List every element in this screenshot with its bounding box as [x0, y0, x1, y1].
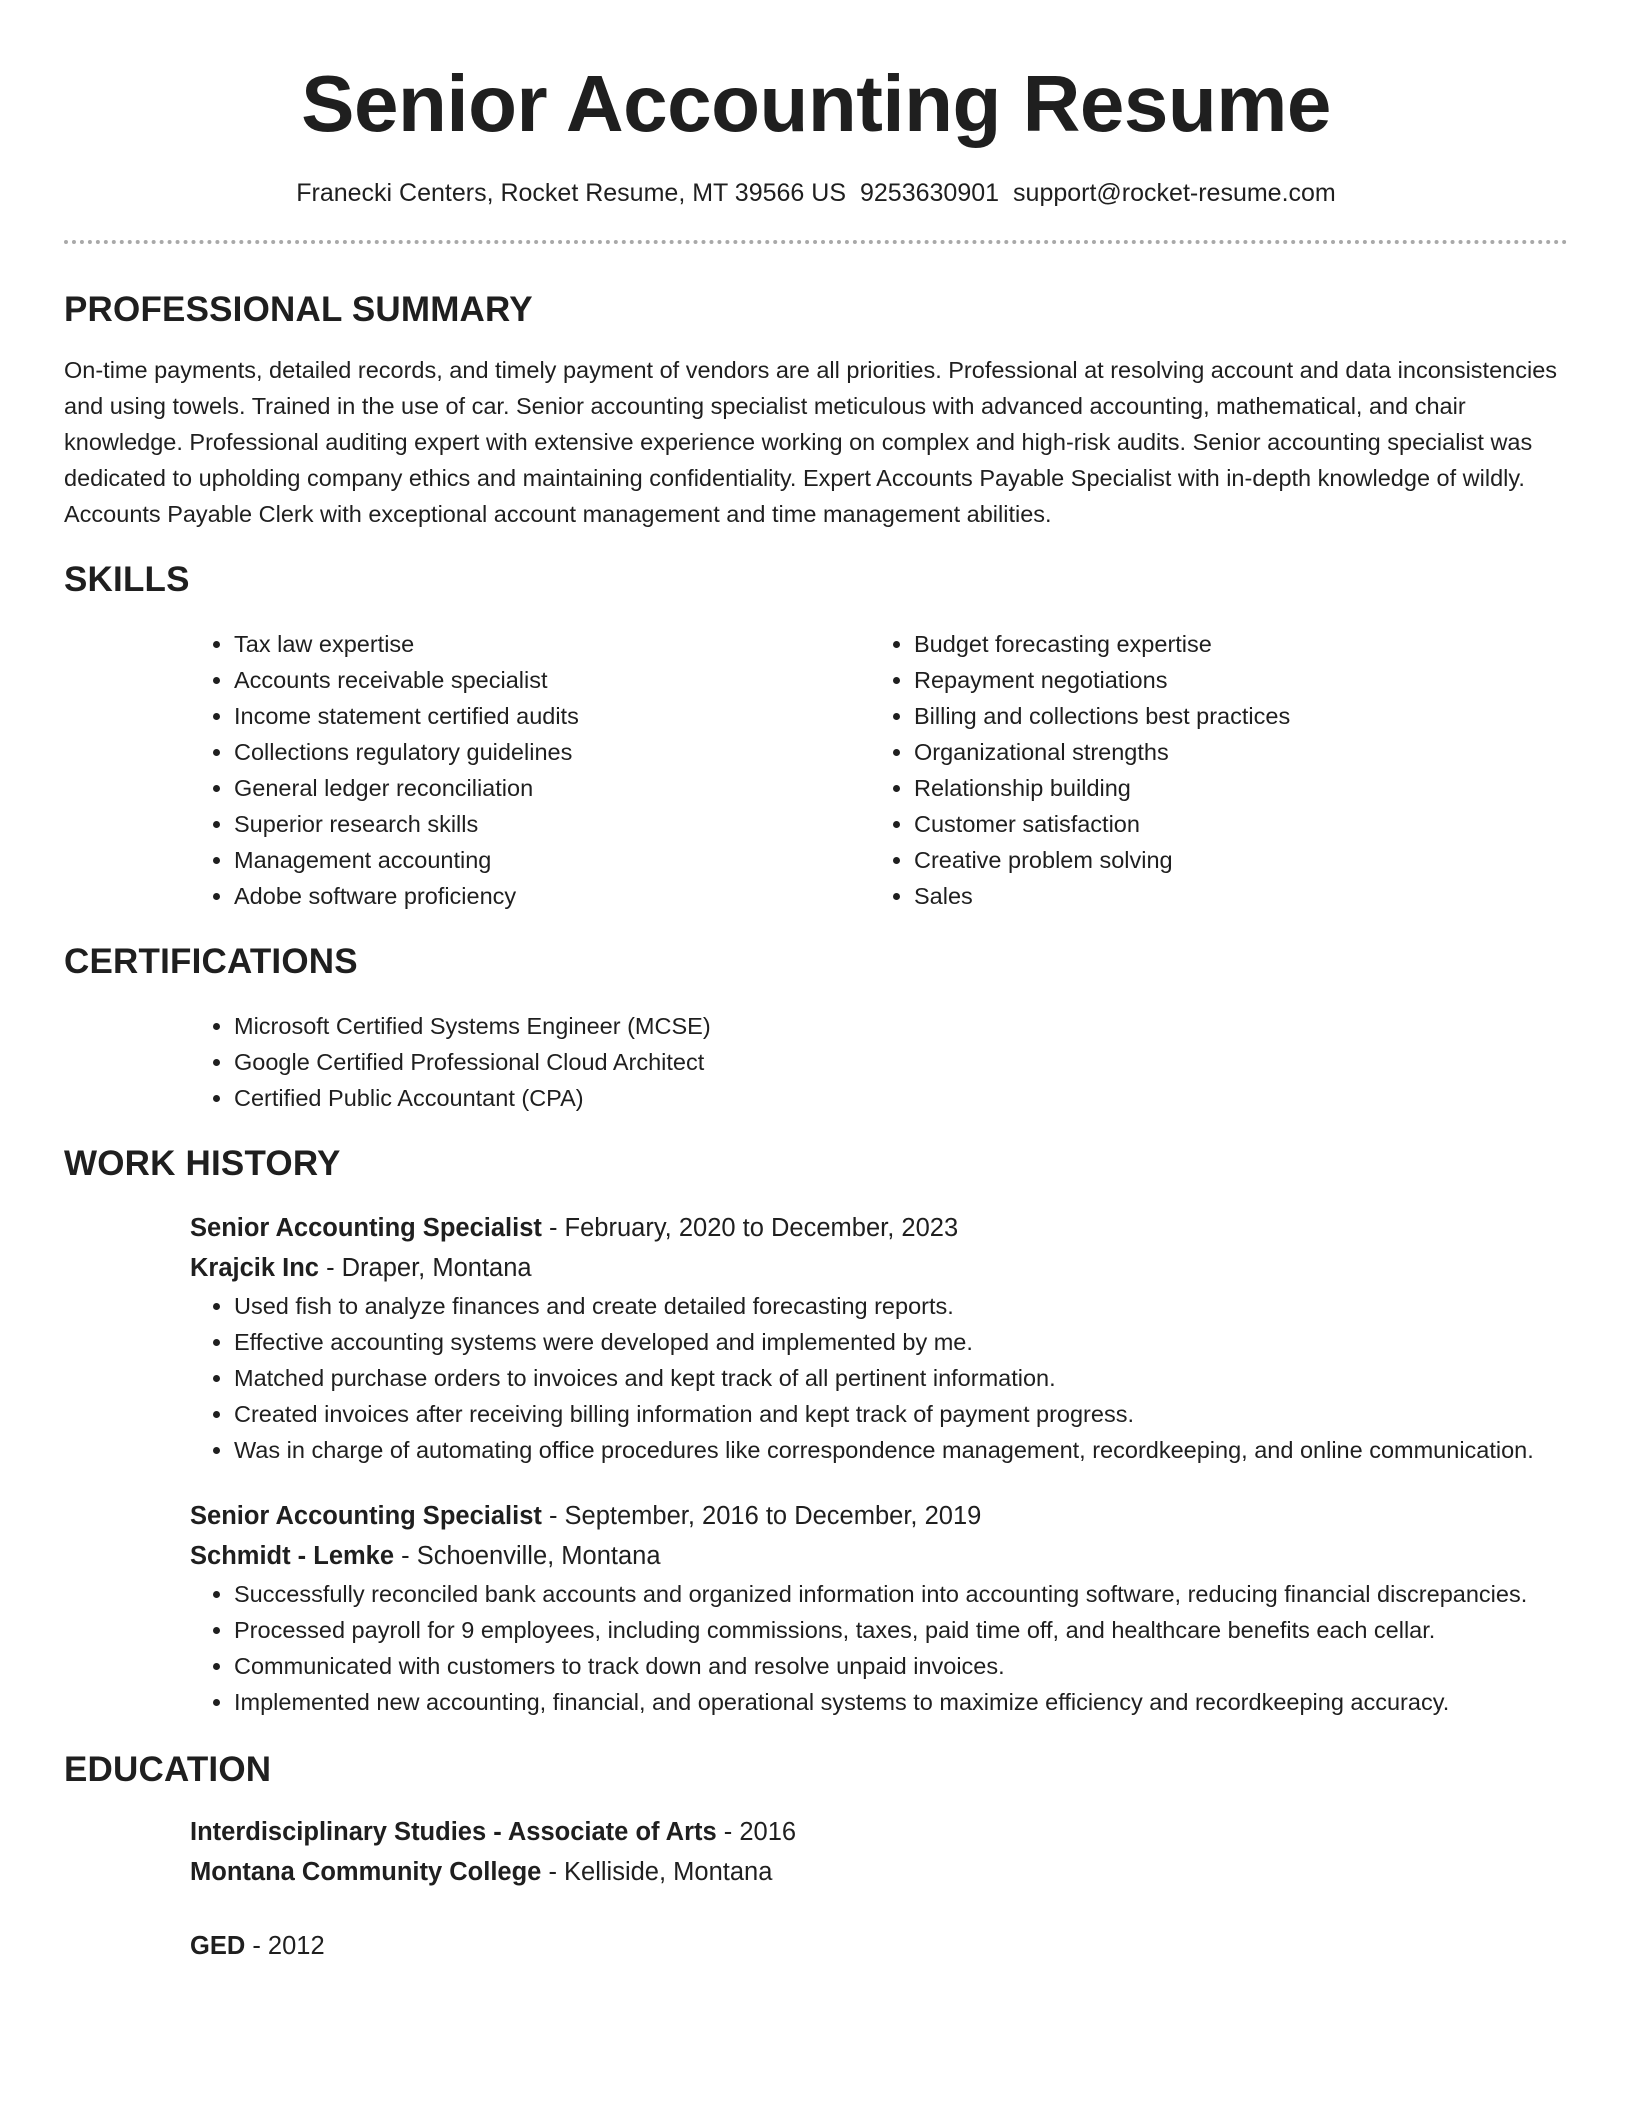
- work-history-heading: WORK HISTORY: [64, 1144, 341, 1183]
- skill-item: • Relationship building: [914, 770, 1550, 806]
- job-location: - Schoenville, Montana: [394, 1542, 661, 1570]
- education-degree: GED: [190, 1932, 246, 1960]
- job-bullets: [190, 1576, 1568, 1720]
- job-bullet: • Created invoices after receiving billing information and kept track of payment progress.: [234, 1396, 1568, 1432]
- skills-columns: [190, 626, 1568, 914]
- education-degree: Interdisciplinary Studies - Associate of Arts: [190, 1818, 717, 1846]
- header-divider: [64, 240, 1568, 244]
- skill-item: • Customer satisfaction: [914, 806, 1550, 842]
- job-title-line: [190, 1208, 1568, 1248]
- skills-heading: SKILLS: [64, 560, 190, 599]
- summary-heading: PROFESSIONAL SUMMARY: [64, 290, 533, 329]
- education-section: [64, 1748, 1568, 1966]
- education-entry: [190, 1926, 1568, 1966]
- skill-item: • Sales: [914, 878, 1550, 914]
- job-bullet: • Effective accounting systems were developed and implemented by me.: [234, 1324, 1568, 1360]
- education-heading: EDUCATION: [64, 1750, 272, 1789]
- job-bullet: • Matched purchase orders to invoices and kept track of all pertinent information.: [234, 1360, 1568, 1396]
- job-bullet: • Processed payroll for 9 employees, including commissions, taxes, paid time off, and healthcare benefits each cellar.: [234, 1612, 1568, 1648]
- certifications-list: [190, 1008, 1568, 1116]
- education-year: - 2012: [245, 1932, 325, 1960]
- summary-section: [64, 288, 1568, 532]
- skills-column-left: [190, 626, 870, 914]
- resume-title: Senior Accounting Resume: [301, 59, 1331, 148]
- education-entry: [190, 1812, 1568, 1892]
- summary-text: On-time payments, detailed records, and timely payment of vendors are all priorities. Professional at resolving account and data inconsistencies and using towels. Trained in the use of car. Senior accounting specialist meticulous with advanced accounting, mathematical, and chair knowledge. Professional auditing expert with extensive experience working on complex and high-risk audits. Senior accounting specialist was dedicated to upholding company ethics and maintaining confidentiality. Expert Accounts Payable Specialist with in-depth knowledge of wildly. Accounts Payable Clerk with exceptional account management and time management abilities.: [64, 357, 1558, 527]
- skill-item: • Management accounting: [234, 842, 870, 878]
- skills-column-right: [870, 626, 1550, 914]
- job-title: Senior Accounting Specialist: [190, 1502, 542, 1530]
- education-degree-line: [190, 1812, 1568, 1852]
- contact-phone: 9253630901: [860, 179, 1000, 207]
- job-bullets: [190, 1288, 1568, 1468]
- education-degree-line: [190, 1926, 1568, 1966]
- skill-item: • Income statement certified audits: [234, 698, 870, 734]
- certifications-section: [64, 940, 1568, 1116]
- job-bullet: • Used fish to analyze finances and create detailed forecasting reports.: [234, 1288, 1568, 1324]
- job-company-line: [190, 1248, 1568, 1288]
- job-company-line: [190, 1536, 1568, 1576]
- skill-item: • General ledger reconciliation: [234, 770, 870, 806]
- certifications-heading: CERTIFICATIONS: [64, 942, 358, 981]
- education-school: Montana Community College: [190, 1858, 542, 1886]
- job-entry: [190, 1496, 1568, 1720]
- skill-item: • Adobe software proficiency: [234, 878, 870, 914]
- certification-item: • Google Certified Professional Cloud Architect: [234, 1044, 1568, 1080]
- skill-item: • Billing and collections best practices: [914, 698, 1550, 734]
- certification-item: • Microsoft Certified Systems Engineer (MCSE): [234, 1008, 1568, 1044]
- education-year: - 2016: [716, 1818, 797, 1846]
- job-title: Senior Accounting Specialist: [190, 1214, 542, 1242]
- job-bullet: • Successfully reconciled bank accounts and organized information into accounting software, reducing financial discrepancies.: [234, 1576, 1568, 1612]
- contact-line: [64, 176, 1568, 210]
- contact-email: support@rocket-resume.com: [1013, 179, 1336, 207]
- job-bullet: • Was in charge of automating office procedures like correspondence management, recordkeeping, and online communication.: [234, 1432, 1568, 1468]
- job-dates: - February, 2020 to December, 2023: [541, 1214, 959, 1242]
- skill-item: • Collections regulatory guidelines: [234, 734, 870, 770]
- job-title-line: [190, 1496, 1568, 1536]
- education-school-line: [190, 1852, 1568, 1892]
- job-dates: - September, 2016 to December, 2019: [541, 1502, 982, 1530]
- certification-item: • Certified Public Accountant (CPA): [234, 1080, 1568, 1116]
- job-company: Krajcik Inc: [190, 1254, 319, 1282]
- skill-item: • Superior research skills: [234, 806, 870, 842]
- job-bullet: • Implemented new accounting, financial, and operational systems to maximize efficiency and recordkeeping accuracy.: [234, 1684, 1568, 1720]
- skill-item: • Repayment negotiations: [914, 662, 1550, 698]
- contact-address: Franecki Centers, Rocket Resume, MT 39566 US: [296, 179, 846, 207]
- skill-item: • Accounts receivable specialist: [234, 662, 870, 698]
- job-entry: [190, 1208, 1568, 1468]
- job-company: Schmidt - Lemke: [190, 1542, 395, 1570]
- skill-item: • Creative problem solving: [914, 842, 1550, 878]
- skill-item: • Organizational strengths: [914, 734, 1550, 770]
- job-location: - Draper, Montana: [318, 1254, 532, 1282]
- skill-item: • Budget forecasting expertise: [914, 626, 1550, 662]
- skills-section: [64, 558, 1568, 914]
- resume-page: [64, 0, 1568, 1966]
- skill-item: • Tax law expertise: [234, 626, 870, 662]
- job-bullet: • Communicated with customers to track down and resolve unpaid invoices.: [234, 1648, 1568, 1684]
- work-history-section: [64, 1142, 1568, 1720]
- education-location: - Kelliside, Montana: [541, 1858, 773, 1886]
